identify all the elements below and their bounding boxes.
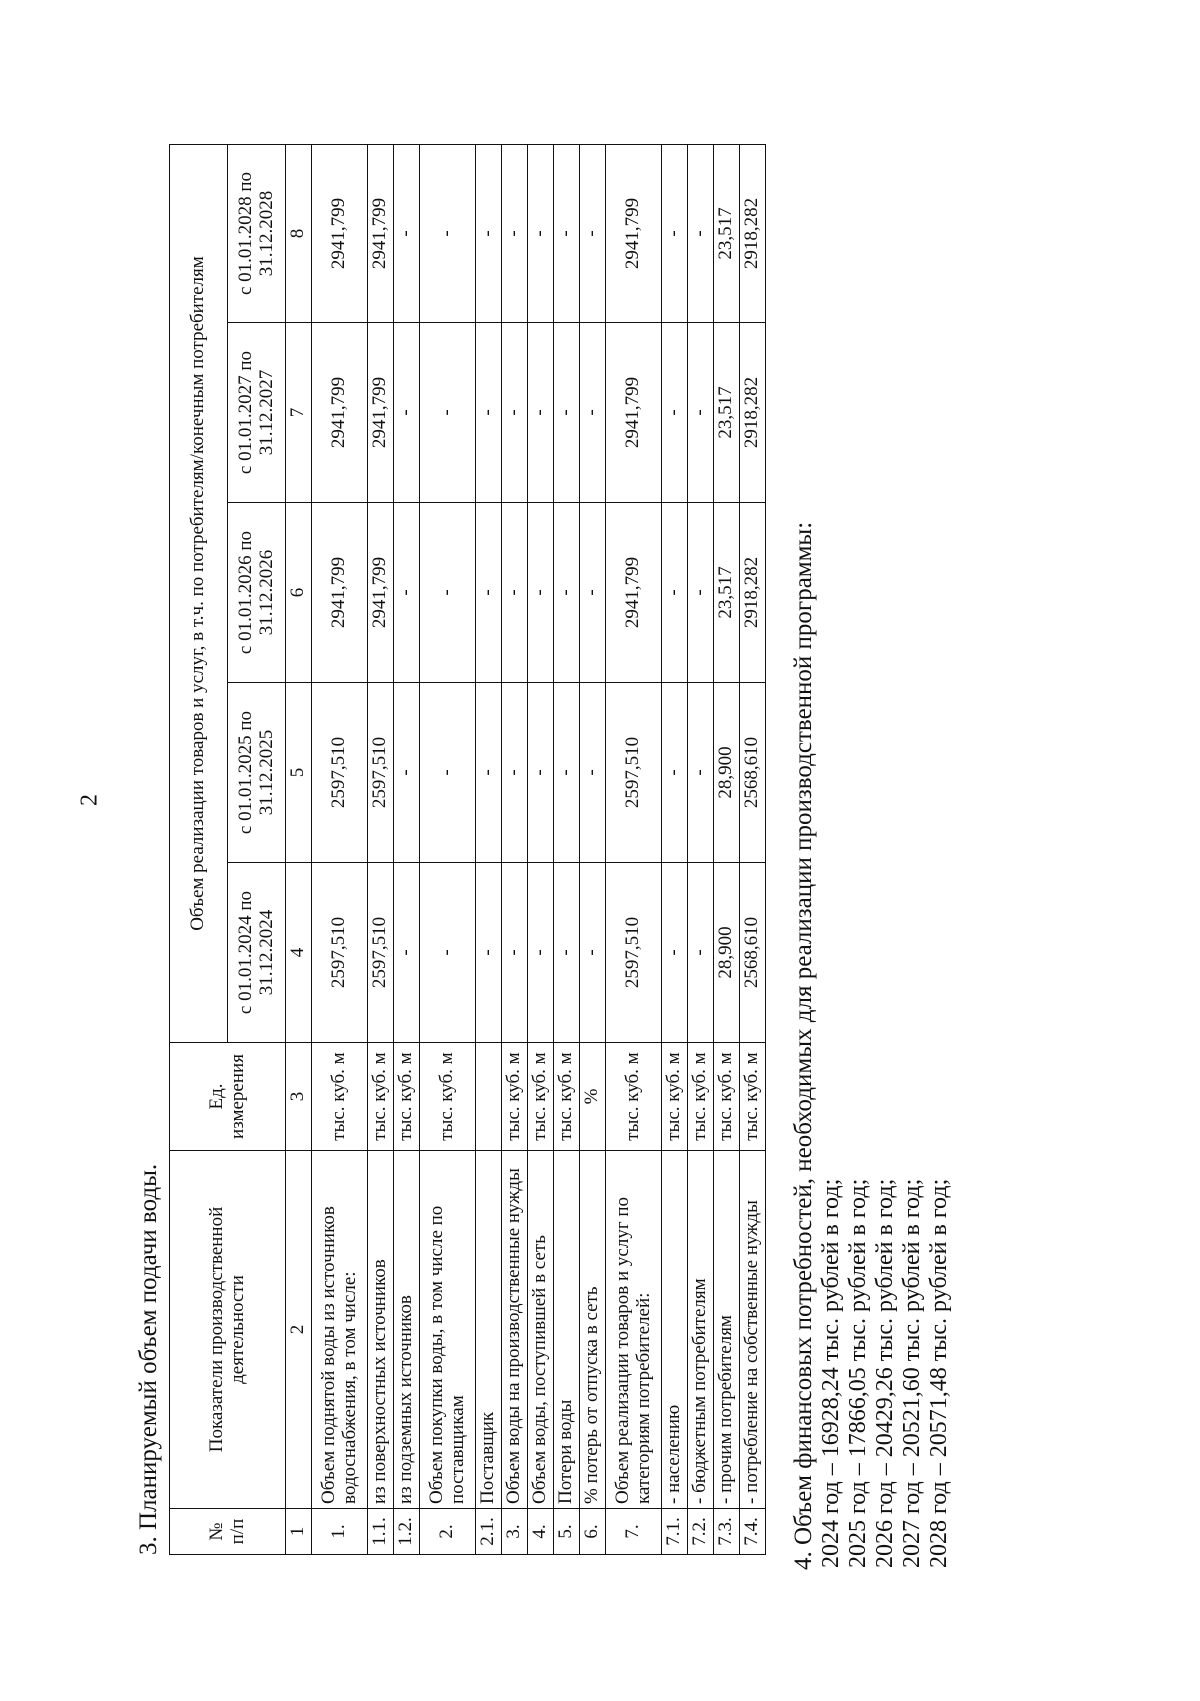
row-value: - (662, 683, 688, 863)
row-value: 2597,510 (606, 863, 662, 1043)
row-indicator: - прочим потребителям (714, 1151, 740, 1509)
row-unit: тыс. куб. м (606, 1043, 662, 1151)
row-value: - (476, 144, 502, 322)
row-value: - (662, 863, 688, 1043)
col-number: 4 (286, 863, 312, 1043)
financial-line: 2025 год – 17866,05 тыс. рублей в год; (844, 1178, 871, 1568)
row-unit: тыс. куб. м (688, 1043, 714, 1151)
row-value: 2918,282 (740, 323, 766, 503)
row-value: 2597,510 (606, 683, 662, 863)
col-number: 1 (286, 1509, 312, 1555)
row-value: - (662, 323, 688, 503)
row-value: 2597,510 (312, 683, 368, 863)
row-value: - (528, 144, 554, 322)
section-title: 3. Планируемый объем подачи воды. (135, 1163, 162, 1555)
row-value: 2941,799 (312, 323, 368, 503)
row-unit: тыс. куб. м (368, 1043, 394, 1151)
row-value: - (394, 323, 420, 503)
financial-line: 2028 год – 20571,48 тыс. рублей в год; (925, 1178, 952, 1568)
row-value: - (662, 144, 688, 322)
table-body (312, 144, 766, 1554)
row-value: - (580, 503, 606, 683)
row-value: 2597,510 (312, 863, 368, 1043)
header-num: № п/п (170, 1509, 286, 1555)
row-value: - (528, 863, 554, 1043)
row-value: - (502, 683, 528, 863)
row-number: 1.1. (368, 1509, 394, 1555)
row-value: - (420, 144, 476, 322)
header-volume-group: Объем реализации товаров и услуг, в т.ч. по потребителям/конечным потребителям (170, 144, 228, 1042)
row-value: - (554, 683, 580, 863)
table-row (420, 144, 476, 1554)
row-number: 6. (580, 1509, 606, 1555)
row-unit: тыс. куб. м (662, 1043, 688, 1151)
table-row (740, 144, 766, 1554)
financial-line: 2027 год – 20521,60 тыс. рублей в год; (898, 1178, 925, 1568)
row-value: - (476, 683, 502, 863)
table-row (714, 144, 740, 1554)
table-row (606, 144, 662, 1554)
row-unit: тыс. куб. м (714, 1043, 740, 1151)
row-value: - (502, 503, 528, 683)
row-value: - (420, 863, 476, 1043)
row-indicator: из подземных источников (394, 1151, 420, 1509)
row-indicator: Объем воды, поступившей в сеть (528, 1151, 554, 1509)
row-number: 2. (420, 1509, 476, 1555)
row-value: 2941,799 (606, 144, 662, 322)
row-value: 2568,610 (740, 683, 766, 863)
row-indicator: Объем реализации товаров и услуг по категориям потребителей: (606, 1151, 662, 1509)
row-value: - (580, 683, 606, 863)
row-unit: тыс. куб. м (420, 1043, 476, 1151)
row-value: - (420, 323, 476, 503)
row-number: 7.3. (714, 1509, 740, 1555)
header-period: с 01.01.2026 по 31.12.2026 (228, 503, 286, 683)
row-value: 2941,799 (606, 323, 662, 503)
row-indicator: - населению (662, 1151, 688, 1509)
row-value: - (528, 323, 554, 503)
row-value: - (394, 144, 420, 322)
row-value: - (688, 683, 714, 863)
row-value: 23,517 (714, 144, 740, 322)
row-value: - (580, 144, 606, 322)
row-value: - (554, 323, 580, 503)
row-value: - (394, 683, 420, 863)
row-unit: тыс. куб. м (502, 1043, 528, 1151)
row-value: - (420, 503, 476, 683)
row-value: - (688, 503, 714, 683)
table-row (394, 144, 420, 1554)
col-number: 8 (286, 144, 312, 322)
header-period: с 01.01.2024 по 31.12.2024 (228, 863, 286, 1043)
table-row (476, 144, 502, 1554)
row-value: - (528, 503, 554, 683)
row-indicator: - потребление на собственные нужды (740, 1151, 766, 1509)
row-value: 2918,282 (740, 144, 766, 322)
row-number: 5. (554, 1509, 580, 1555)
row-value: - (688, 863, 714, 1043)
row-value: 2941,799 (312, 144, 368, 322)
table-row (554, 144, 580, 1554)
row-indicator: Объем воды на производственные нужды (502, 1151, 528, 1509)
table-row (662, 144, 688, 1554)
row-unit (476, 1043, 502, 1151)
financial-line: 2024 год – 16928,24 тыс. рублей в год; (818, 1178, 844, 1568)
row-value: 23,517 (714, 503, 740, 683)
row-value: - (420, 683, 476, 863)
row-value: 2597,510 (368, 683, 394, 863)
row-indicator: % потерь от отпуска в сеть (580, 1151, 606, 1509)
financial-needs (790, 522, 952, 1570)
row-value: 2918,282 (740, 503, 766, 683)
row-unit: % (580, 1043, 606, 1151)
row-unit: тыс. куб. м (394, 1043, 420, 1151)
row-value: 2597,510 (368, 863, 394, 1043)
row-value: - (580, 863, 606, 1043)
row-number: 1.2. (394, 1509, 420, 1555)
table-row (528, 144, 554, 1554)
row-value: - (688, 323, 714, 503)
row-indicator: Поставщик (476, 1151, 502, 1509)
col-number: 7 (286, 323, 312, 503)
financial-title: 4. Объем финансовых потребностей, необходимых для реализации производственной программы: (790, 521, 817, 1570)
row-value: - (502, 323, 528, 503)
row-indicator: Объем покупки воды, в том числе по поставщикам (420, 1151, 476, 1509)
row-value: 2941,799 (368, 503, 394, 683)
row-number: 7. (606, 1509, 662, 1555)
row-value: - (502, 863, 528, 1043)
row-value: - (394, 863, 420, 1043)
rotated-content (135, 125, 1065, 1575)
row-number: 7.1. (662, 1509, 688, 1555)
row-indicator: из поверхностных источников (368, 1151, 394, 1509)
row-indicator: - бюджетным потребителям (688, 1151, 714, 1509)
table-row (368, 144, 394, 1554)
col-number: 3 (286, 1043, 312, 1151)
row-value: 28,900 (714, 863, 740, 1043)
row-value: 23,517 (714, 323, 740, 503)
col-number: 5 (286, 683, 312, 863)
row-value: - (580, 323, 606, 503)
row-value: - (502, 144, 528, 322)
row-value: 2568,610 (740, 863, 766, 1043)
row-value: 28,900 (714, 683, 740, 863)
row-value: 2941,799 (368, 323, 394, 503)
table-row (502, 144, 528, 1554)
col-number: 6 (286, 503, 312, 683)
row-unit: тыс. куб. м (554, 1043, 580, 1151)
row-value: - (394, 503, 420, 683)
table-row (688, 144, 714, 1554)
water-supply-table (169, 144, 766, 1555)
row-value: - (554, 863, 580, 1043)
header-unit: Ед. измерения (170, 1043, 286, 1151)
row-value: - (554, 503, 580, 683)
row-number: 1. (312, 1509, 368, 1555)
row-unit: тыс. куб. м (740, 1043, 766, 1151)
column-numbers-row (286, 144, 312, 1554)
row-value: 2941,799 (606, 503, 662, 683)
header-period: с 01.01.2028 по 31.12.2028 (228, 144, 286, 322)
row-value: - (528, 683, 554, 863)
row-unit: тыс. куб. м (528, 1043, 554, 1151)
row-unit: тыс. куб. м (312, 1043, 368, 1151)
col-number: 2 (286, 1151, 312, 1509)
row-value: 2941,799 (368, 144, 394, 322)
row-value: - (476, 503, 502, 683)
row-indicator: Потери воды (554, 1151, 580, 1509)
header-indicator: Показатели производственной деятельности (170, 1151, 286, 1509)
row-number: 7.4. (740, 1509, 766, 1555)
row-value: - (476, 323, 502, 503)
financial-line: 2026 год – 20429,26 тыс. рублей в год; (871, 1178, 898, 1568)
header-period: с 01.01.2027 по 31.12.2027 (228, 323, 286, 503)
row-value: - (662, 503, 688, 683)
row-number: 7.2. (688, 1509, 714, 1555)
row-value: 2941,799 (312, 503, 368, 683)
row-value: - (554, 144, 580, 322)
row-number: 4. (528, 1509, 554, 1555)
row-value: - (476, 863, 502, 1043)
row-number: 3. (502, 1509, 528, 1555)
header-period: с 01.01.2025 по 31.12.2025 (228, 683, 286, 863)
page-number: 2 (76, 794, 103, 806)
row-number: 2.1. (476, 1509, 502, 1555)
table-row (580, 144, 606, 1554)
row-value: - (688, 144, 714, 322)
row-indicator: Объем поднятой воды из источников водоснабжения, в том числе: (312, 1151, 368, 1509)
table-row (312, 144, 368, 1554)
